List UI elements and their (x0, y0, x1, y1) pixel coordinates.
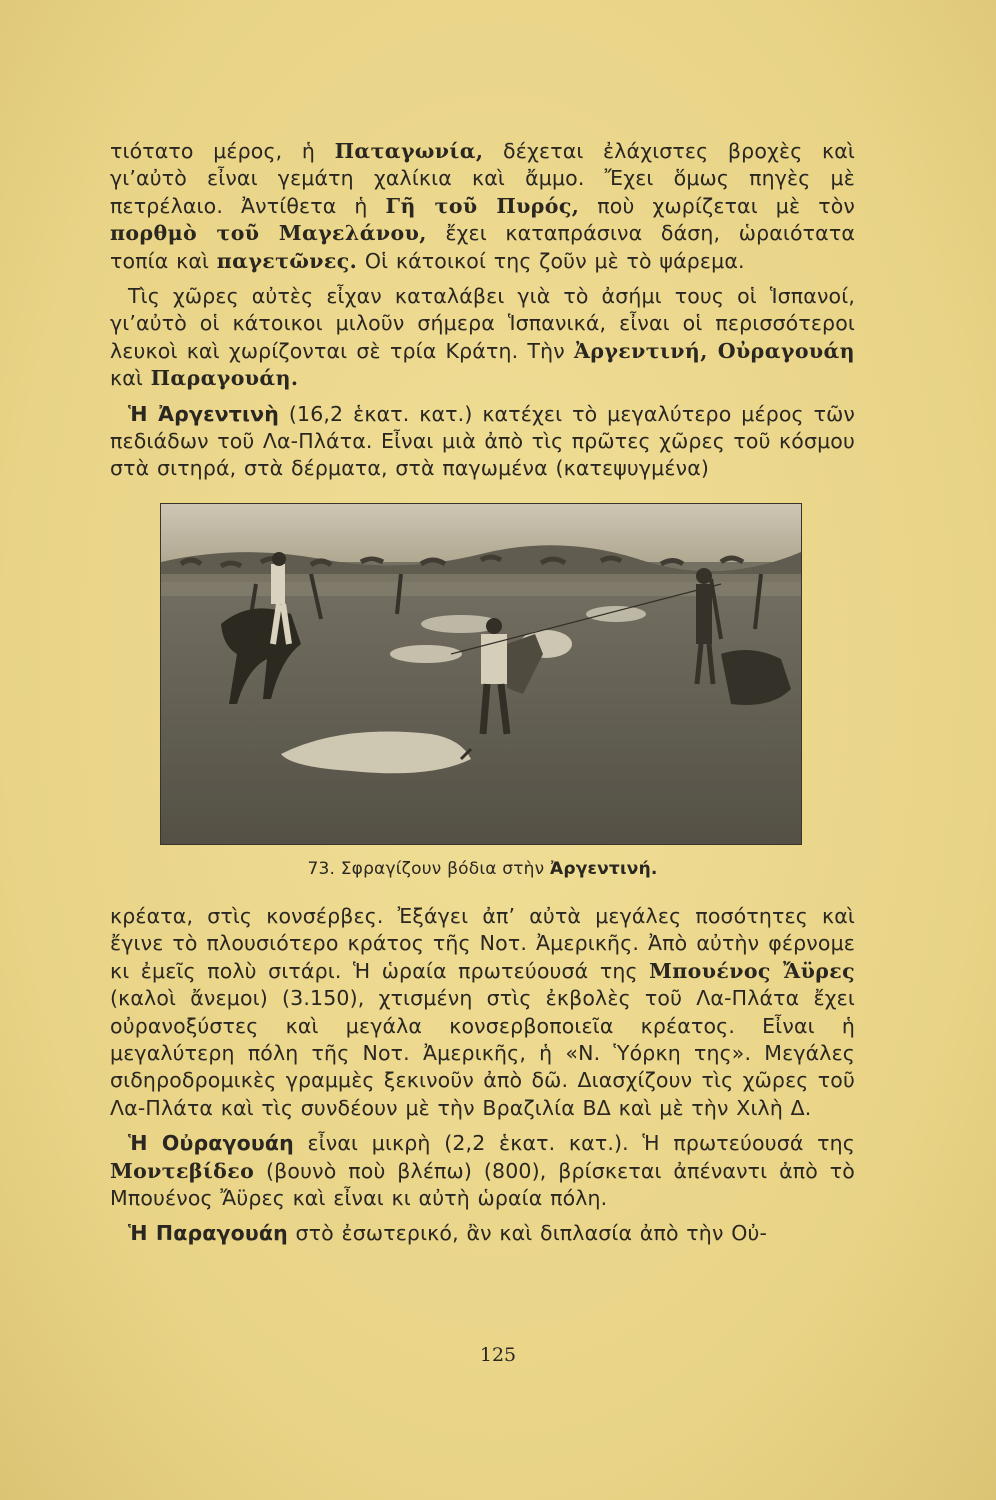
caption-text: Σφραγίζουν βόδια στὴν (335, 858, 550, 879)
term-argentina-uruguay: Ἀργεντινή, Οὐραγουάη (574, 338, 855, 363)
term-magellan-strait: πορθμὸ τοῦ Μαγελάνου, (110, 221, 427, 246)
text-run: ποὺ χωρίζεται μὲ τὸν (579, 193, 855, 218)
photo-cattle-branding (160, 503, 802, 845)
paragraph-spanish (110, 283, 855, 393)
term-paraguay: Παραγουάη. (150, 366, 299, 391)
paragraph-buenos-aires (110, 903, 855, 1122)
term-tierra-del-fuego: Γῆ τοῦ Πυρός, (385, 193, 580, 218)
paragraph-paraguay (110, 1220, 855, 1247)
caption-bold: Ἀργεντινή. (549, 858, 658, 879)
text-run: (βουνὸ ποὺ βλέπω) (800), βρίσκεται ἀπέναντι ἀπὸ τὸ Μπουένος Ἄϋρες καὶ εἶναι κι αὐτὴ ὡραία πόλη. (110, 1158, 855, 1210)
paragraph-uruguay (110, 1130, 855, 1212)
text-run: (καλοὶ ἄνεμοι) (3.150), χτισμένη στὶς ἐκβολὲς τοῦ Λα-Πλάτα ἔχει οὐρανοξύστες καὶ μεγάλα κονσερβοποιεῖα κρέατος. Εἶναι ἡ μεγαλύτερη πόλη τῆς Νοτ. Ἀμερικῆς, ἡ «Ν. Ὑόρκη της». Μεγάλες σιδηροδρομικὲς γραμμὲς ξεκινοῦν ἀπὸ δῶ. Διασχίζουν τὶς χῶρες τοῦ Λα-Πλάτα καὶ τὶς συνδέουν μὲ τὴν Βραζιλία ΒΔ καὶ μὲ τὴν Χιλὴ Δ. (110, 986, 855, 1120)
text-run: τιότατο μέρος, ἡ (110, 139, 335, 163)
text-run: ἔχει καταπράσινα δάση, ὡραιότατα τοπία καὶ (110, 221, 855, 273)
paragraph-patagonia (110, 138, 855, 275)
heading-paraguay: Ἡ Παραγουάη (128, 1221, 288, 1246)
caption-number: 73. (307, 858, 336, 879)
figure (160, 503, 805, 879)
figure-caption (160, 859, 805, 879)
text-run: στὸ ἐσωτερικό, ἂν καὶ διπλασία ἀπὸ τὴν Οὐ- (287, 1221, 768, 1246)
text-run: δέχεται ἐλάχιστες βροχὲς καὶ γι’αὐτὸ εἶναι γεμάτη χαλίκια καὶ ἄμμο. Ἔχει ὅμως πηγὲς μὲ πετρέλαιο. Ἀντίθετα ἡ (110, 139, 855, 218)
text-run: Οἱ κάτοικοί της ζοῦν μὲ τὸ ψάρεμα. (357, 248, 745, 273)
text-run: εἶναι μικρὴ (2,2 ἑκατ. κατ.). Ἡ πρωτεύουσά της (293, 1131, 855, 1156)
term-buenos-aires: Μπουένος Ἄϋρες (649, 958, 855, 983)
text-run: Τὶς χῶρες αὐτὲς εἶχαν καταλάβει γιὰ τὸ ἀσήμι τους οἱ Ἱσπανοί, γι’αὐτὸ οἱ κάτοικοι μιλοῦν σήμερα Ἱσπανικά, εἶναι οἱ περισσότεροι λευκοὶ καὶ χωρίζονται σὲ τρία Κράτη. Τὴν (110, 284, 855, 363)
text-run: (16,2 ἑκατ. κατ.) κατέχει τὸ μεγαλύτερο μέρος τῶν πεδιάδων τοῦ Λα-Πλάτα. Εἶναι μιὰ ἀπὸ τὶς πρῶτες χῶρες τοῦ κόσμου στὰ σιτηρά, στὰ δέρματα, στὰ παγωμένα (κατεψυγμένα) (110, 401, 855, 481)
text-run: καὶ (110, 366, 151, 391)
term-patagonia: Παταγωνία, (334, 139, 484, 163)
term-montevideo: Μοντεβίδεο (110, 1158, 255, 1183)
heading-uruguay: Ἡ Οὐραγουάη (128, 1131, 294, 1156)
term-glaciers: παγετῶνες. (216, 248, 358, 273)
text-run: κρέατα, στὶς κονσέρβες. Ἐξάγει ἀπ’ αὐτὰ μεγάλες ποσότητες καὶ ἔγινε τὸ πλουσιότερο κράτος τῆς Νοτ. Ἀμερικῆς. Ἀπὸ αὐτὴν φέρνομε κι ἐμεῖς πολὺ σιτάρι. Ἡ ὡραία πρωτεύουσά της (110, 903, 855, 983)
page-body (110, 138, 855, 1248)
heading-argentina: Ἡ Ἀργεντινὴ (128, 401, 279, 426)
page-number: 125 (479, 1344, 517, 1366)
paragraph-argentina (110, 401, 855, 483)
